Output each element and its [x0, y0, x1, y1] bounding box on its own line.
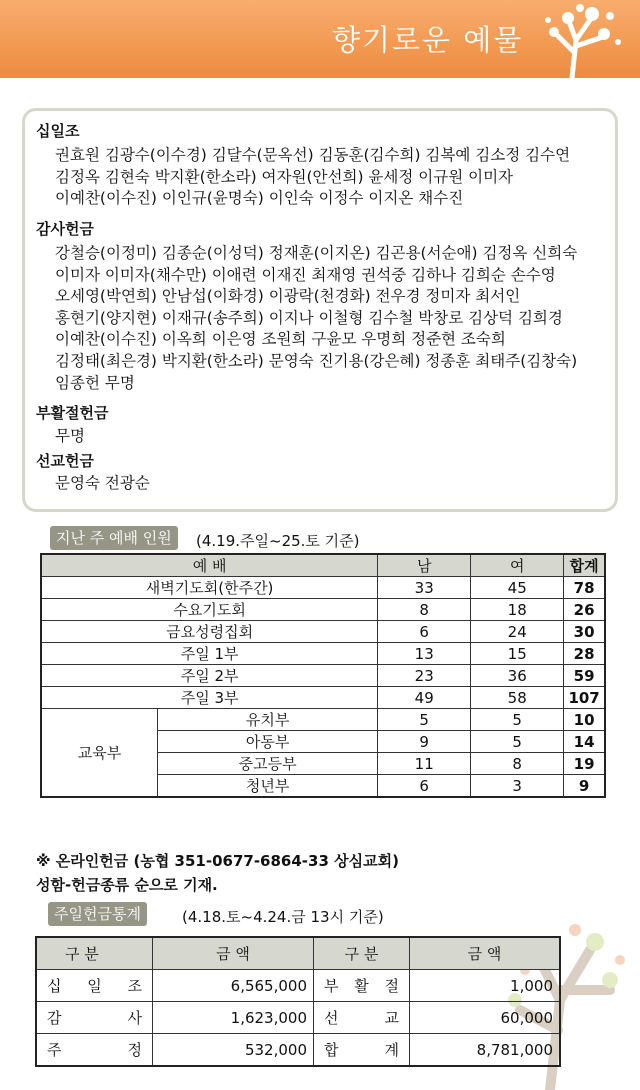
men-count: 9 — [378, 731, 471, 753]
women-count: 3 — [471, 775, 564, 798]
service-name: 새벽기도회(한주간) — [41, 577, 378, 599]
service-name: 중고등부 — [158, 753, 378, 775]
online-offering-instruction: 성함-헌금종류 순으로 기재. — [36, 876, 218, 894]
name-line: 문영숙 전광순 — [55, 474, 150, 492]
online-offering-notice: ※ 온라인헌금 (농협 351-0677-6864-33 상심교회) — [36, 852, 399, 870]
category-label: 선 교 — [314, 1002, 410, 1034]
name-line: 무명 — [55, 427, 85, 445]
name-line: 오세영(박연희) 안남섭(이화경) 이광락(천경화) 전우경 정미자 최서인 — [55, 287, 521, 306]
column-header: 금 액 — [153, 937, 314, 970]
table-row — [41, 687, 605, 709]
men-count: 8 — [378, 599, 471, 621]
men-count: 49 — [378, 687, 471, 709]
offering-stats-table — [35, 936, 561, 1067]
name-line: 임종헌 무명 — [55, 373, 135, 392]
total-count: 9 — [564, 775, 605, 798]
men-count: 23 — [378, 665, 471, 687]
women-count: 45 — [471, 577, 564, 599]
table-row — [36, 1002, 560, 1034]
column-header: 구 분 — [36, 937, 153, 970]
edu-department-label: 교육부 — [41, 709, 158, 798]
service-name: 유치부 — [158, 709, 378, 731]
women-count: 24 — [471, 621, 564, 643]
table-row — [41, 577, 605, 599]
name-line: 권효원 김광수(이수경) 김달수(문옥선) 김동훈(김수희) 김복예 김소정 김수연 — [55, 146, 571, 164]
women-count: 36 — [471, 665, 564, 687]
easter-names — [55, 426, 85, 448]
total-count: 14 — [564, 731, 605, 753]
name-line: 홍현기(양지현) 이재규(송주희) 이지나 이철형 김수철 박창로 김상덕 김희경 — [55, 308, 563, 327]
women-count: 5 — [471, 709, 564, 731]
amount: 1,623,000 — [153, 1002, 314, 1034]
men-count: 13 — [378, 643, 471, 665]
amount: 1,000 — [410, 970, 561, 1002]
column-header: 금 액 — [410, 937, 561, 970]
service-name: 청년부 — [158, 775, 378, 798]
column-header: 예 배 — [41, 554, 378, 577]
table-header-row — [41, 554, 605, 577]
name-line: 이예찬(이수진) 이인규(윤명숙) 이인숙 이정수 이지온 채수진 — [55, 189, 464, 208]
men-count: 11 — [378, 753, 471, 775]
table-row — [41, 643, 605, 665]
name-line: 김정옥 김현숙 박지환(한소라) 여자원(안선희) 윤세정 이규원 이미자 — [55, 167, 514, 186]
header-banner — [0, 0, 640, 78]
offering-stats-badge: 주일헌금통계 — [48, 902, 147, 926]
amount: 60,000 — [410, 1002, 561, 1034]
total-count: 28 — [564, 643, 605, 665]
men-count: 6 — [378, 775, 471, 798]
women-count: 18 — [471, 599, 564, 621]
men-count: 5 — [378, 709, 471, 731]
easter-heading: 부활절헌금 — [36, 404, 109, 422]
attendance-table — [40, 553, 606, 798]
total-count: 10 — [564, 709, 605, 731]
women-count: 5 — [471, 731, 564, 753]
table-row — [36, 970, 560, 1002]
category-label: 합 계 — [314, 1034, 410, 1067]
table-row — [41, 621, 605, 643]
name-line: 이예찬(이수진) 이옥희 이은영 조원희 구윤모 우명희 정준현 조숙희 — [55, 330, 506, 349]
service-name: 수요기도회 — [41, 599, 378, 621]
women-count: 15 — [471, 643, 564, 665]
men-count: 33 — [378, 577, 471, 599]
page-title: 향기로운 예물 — [332, 23, 524, 57]
column-header: 합계 — [564, 554, 605, 577]
women-count: 8 — [471, 753, 564, 775]
attendance-period: (4.19.주일~25.토 기준) — [196, 532, 360, 550]
name-line: 김정태(최은경) 박지환(한소라) 문영숙 진기용(강은혜) 정종훈 최태주(김창숙) — [55, 351, 578, 370]
table-row — [41, 709, 605, 731]
amount: 8,781,000 — [410, 1034, 561, 1067]
total-count: 78 — [564, 577, 605, 599]
mission-names — [55, 473, 150, 495]
total-count: 107 — [564, 687, 605, 709]
table-row — [41, 665, 605, 687]
service-name: 주일 3부 — [41, 687, 378, 709]
service-name: 아동부 — [158, 731, 378, 753]
total-count: 30 — [564, 621, 605, 643]
total-count: 59 — [564, 665, 605, 687]
thanks-names — [55, 243, 577, 394]
service-name: 주일 2부 — [41, 665, 378, 687]
total-count: 19 — [564, 753, 605, 775]
category-label: 감 사 — [36, 1002, 153, 1034]
thanks-heading: 감사헌금 — [36, 220, 94, 238]
attendance-badge: 지난 주 예배 인원 — [50, 526, 178, 550]
tithe-names — [55, 145, 570, 210]
amount: 6,565,000 — [153, 970, 314, 1002]
column-header: 남 — [378, 554, 471, 577]
category-label: 주 정 — [36, 1034, 153, 1067]
category-label: 부 활 절 — [314, 970, 410, 1002]
tree-icon — [520, 2, 630, 78]
category-label: 십 일 조 — [36, 970, 153, 1002]
amount: 532,000 — [153, 1034, 314, 1067]
name-line: 이미자 이미자(채수만) 이애련 이재진 최재영 권석중 김하나 김희순 손수영 — [55, 265, 556, 284]
table-row — [36, 1034, 560, 1067]
name-line: 강철승(이정미) 김종순(이성덕) 정재훈(이지온) 김곤용(서순애) 김정옥 신희숙 — [55, 244, 578, 262]
service-name: 주일 1부 — [41, 643, 378, 665]
table-row — [41, 599, 605, 621]
women-count: 58 — [471, 687, 564, 709]
column-header: 구 분 — [314, 937, 410, 970]
service-name: 금요성령집회 — [41, 621, 378, 643]
total-count: 26 — [564, 599, 605, 621]
column-header: 여 — [471, 554, 564, 577]
mission-heading: 선교헌금 — [36, 452, 94, 470]
men-count: 6 — [378, 621, 471, 643]
offering-stats-period: (4.18.토~4.24.금 13시 기준) — [182, 908, 384, 926]
tithe-heading: 십일조 — [36, 122, 80, 140]
table-header-row — [36, 937, 560, 970]
